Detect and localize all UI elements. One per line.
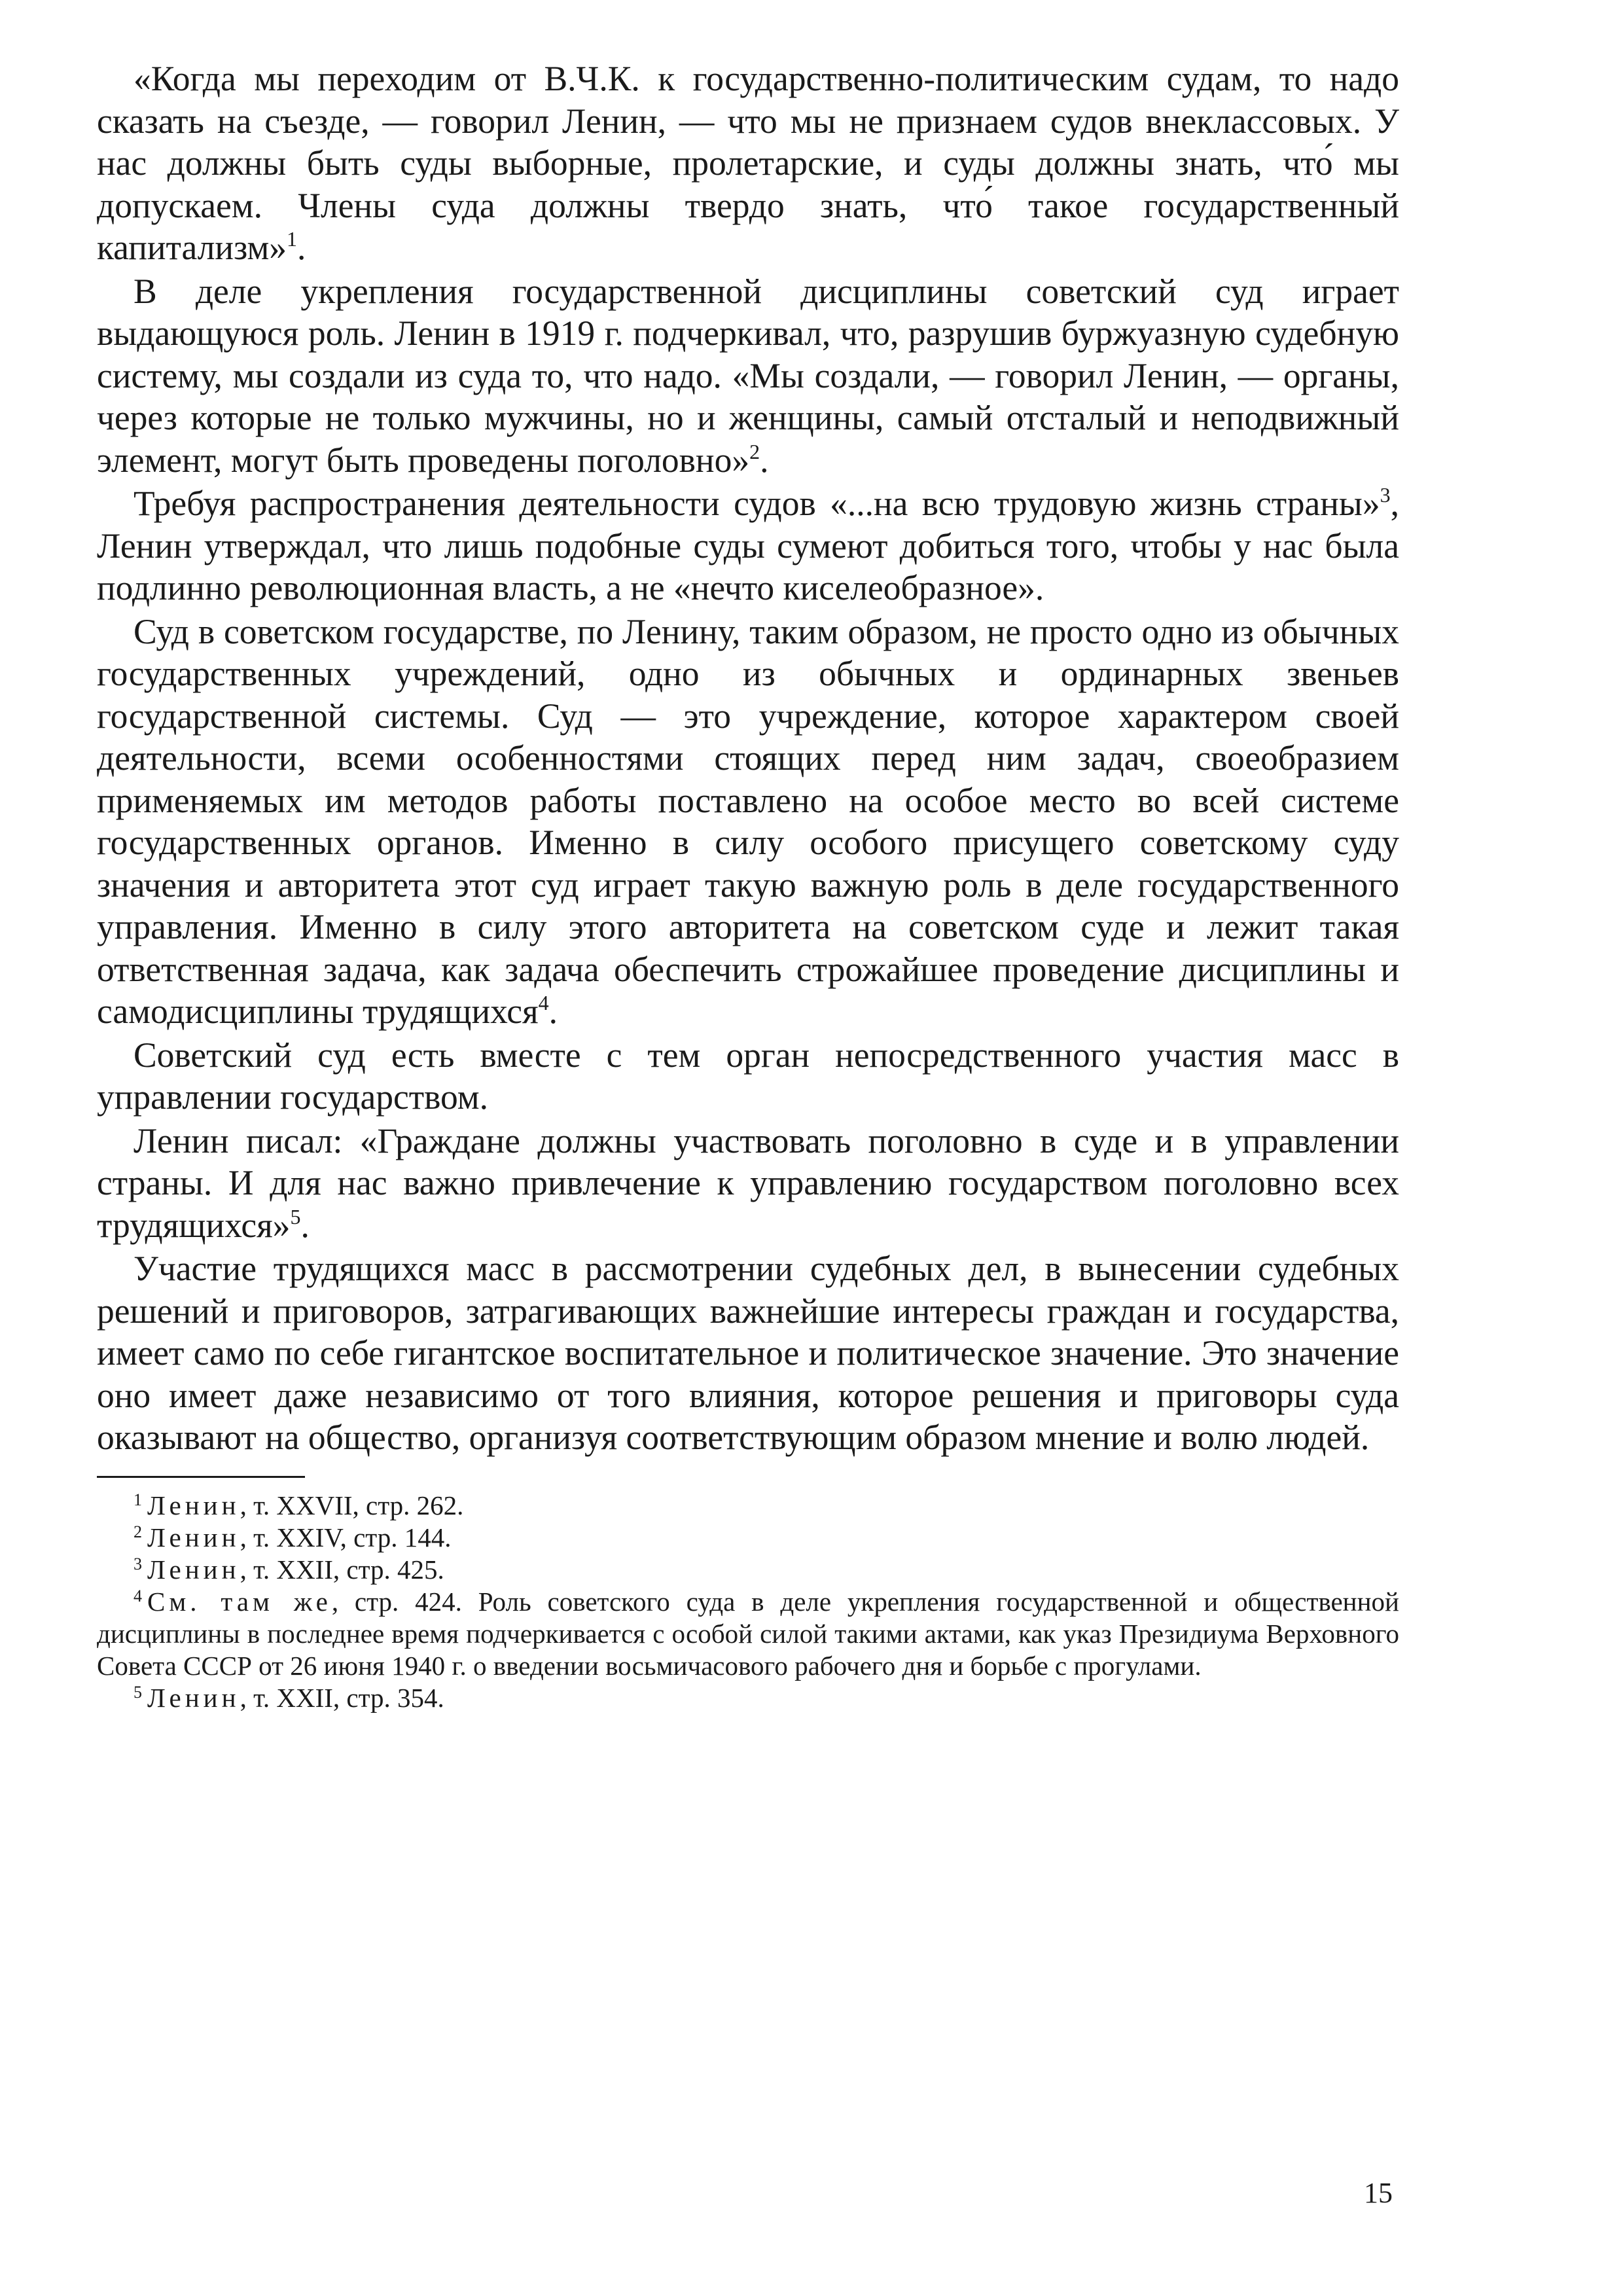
footnote-reference[interactable]: 2 xyxy=(749,439,760,463)
footnote-author: См. там же xyxy=(147,1586,332,1617)
footnote xyxy=(97,1522,1399,1554)
paragraph-tail: . xyxy=(548,992,558,1031)
paragraph-text: Требуя распространения деятельности судов «...на всю трудовую жизнь страны» xyxy=(134,484,1380,523)
footnote-text: , т. XXII, стр. 425. xyxy=(240,1554,444,1585)
footnote-mark: 4 xyxy=(134,1586,142,1605)
footnote-reference[interactable]: 1 xyxy=(287,227,298,251)
body-paragraph xyxy=(97,1247,1399,1459)
footnote-author: Ленин xyxy=(147,1490,240,1520)
paragraph-tail: . xyxy=(760,440,769,480)
footnote-mark: 1 xyxy=(134,1490,142,1509)
footnote-reference[interactable]: 3 xyxy=(1380,483,1391,507)
paragraph-text: Участие трудящихся масс в рассмотрении судебных дел, в вынесении судебных решений и приговоров, затрагивающих важнейшие интересы граждан и государства, имеет само по себе гигантское воспитательное и политическое значение. Это значение оно имеет даже независимо от того влияния, которое решения и приговоры суда оказывают на общество, организуя соответствующим образом мнение и волю людей. xyxy=(97,1249,1399,1457)
footnote-text: , т. XXVII, стр. 262. xyxy=(240,1490,464,1520)
body-paragraph xyxy=(97,611,1399,1033)
footnote-mark: 5 xyxy=(134,1682,142,1702)
paragraph-tail: , Ленин утверждал, что лишь подобные суды сумеют добиться того, чтобы у нас была подлинно революционная власть, а не «нечто киселеобразное». xyxy=(97,484,1399,607)
footnote-mark: 2 xyxy=(134,1522,142,1541)
paragraph-text: Ленин писал: «Граждане должны участвовать поголовно в суде и в управлении страны. И для нас важно привлечение к управлению государством поголовно всех трудящихся» xyxy=(97,1121,1399,1245)
footnote-reference[interactable]: 5 xyxy=(290,1204,301,1229)
body-paragraph xyxy=(97,1034,1399,1119)
paragraph-text: Советский суд есть вместе с тем орган непосредственного участия масс в управлении государством. xyxy=(97,1035,1399,1117)
page-number: 15 xyxy=(1364,2177,1393,2209)
footnote xyxy=(97,1682,1399,1714)
footnote-text: , стр. 424. Роль советского суда в деле укрепления государственной и общественной дисциплины в последнее время подчеркивается с особой силой такими актами, как указ Президиума Верховного Совета СССР от 26 июня 1940 г. о введении восьмичасового рабочего дня и борьбе с прогулами. xyxy=(97,1586,1399,1681)
body-paragraph xyxy=(97,58,1399,269)
paragraph-tail: . xyxy=(297,228,306,267)
footnote-reference[interactable]: 4 xyxy=(538,991,549,1014)
footnote xyxy=(97,1554,1399,1586)
footnote-author: Ленин xyxy=(147,1554,240,1585)
footnote-author: Ленин xyxy=(147,1522,240,1552)
body-paragraph xyxy=(97,1120,1399,1247)
footnote-text: , т. XXII, стр. 354. xyxy=(240,1682,444,1713)
footnote-text: , т. XXIV, стр. 144. xyxy=(240,1522,452,1552)
paragraph-text: В деле укрепления государственной дисциплины советский суд играет выдающуюся роль. Ленин в 1919 г. подчеркивал, что, разрушив буржуазную судебную систему, мы создали из суда то, что надо. «Мы создали, — говорил Ленин, — органы, через которые не только мужчины, но и женщины, самый отсталый и неподвижный элемент, могут быть проведены поголовно» xyxy=(97,271,1399,480)
body-paragraph xyxy=(97,270,1399,482)
page-content xyxy=(97,58,1399,1714)
footnote-author: Ленин xyxy=(147,1682,240,1713)
footnote-divider xyxy=(97,1476,305,1478)
footnotes xyxy=(97,1490,1399,1714)
paragraph-tail: . xyxy=(300,1205,310,1245)
footnote xyxy=(97,1490,1399,1522)
paragraph-text: «Когда мы переходим от В.Ч.К. к государственно-политическим судам, то надо сказать на съезде, — говорил Ленин, — что мы не признаем судов внеклассовых. У нас должны быть суды выборные, пролетарские, и суды должны знать, что́ мы допускаем. Члены суда должны твердо знать, что́ такое государственный капитализм» xyxy=(97,59,1399,267)
footnote xyxy=(97,1586,1399,1682)
body-paragraph xyxy=(97,482,1399,609)
paragraph-text: Суд в советском государстве, по Ленину, таким образом, не просто одно из обычных государственных учреждений, одно из обычных и ординарных звеньев государственной системы. Суд — это учреждение, которое характером своей деятельности, всеми особенностями стоящих перед ним задач, своеобразием применяемых им методов работы поставлено на особое место во всей системе государственных органов. Именно в силу особого присущего советскому суду значения и авторитета этот суд играет такую важную роль в деле государственного управления. Именно в силу этого авторитета на советском суде и лежит такая ответственная задача, как задача обеспечить строжайшее проведение дисциплины и самодисциплины трудящихся xyxy=(97,611,1399,1031)
footnote-mark: 3 xyxy=(134,1554,142,1573)
